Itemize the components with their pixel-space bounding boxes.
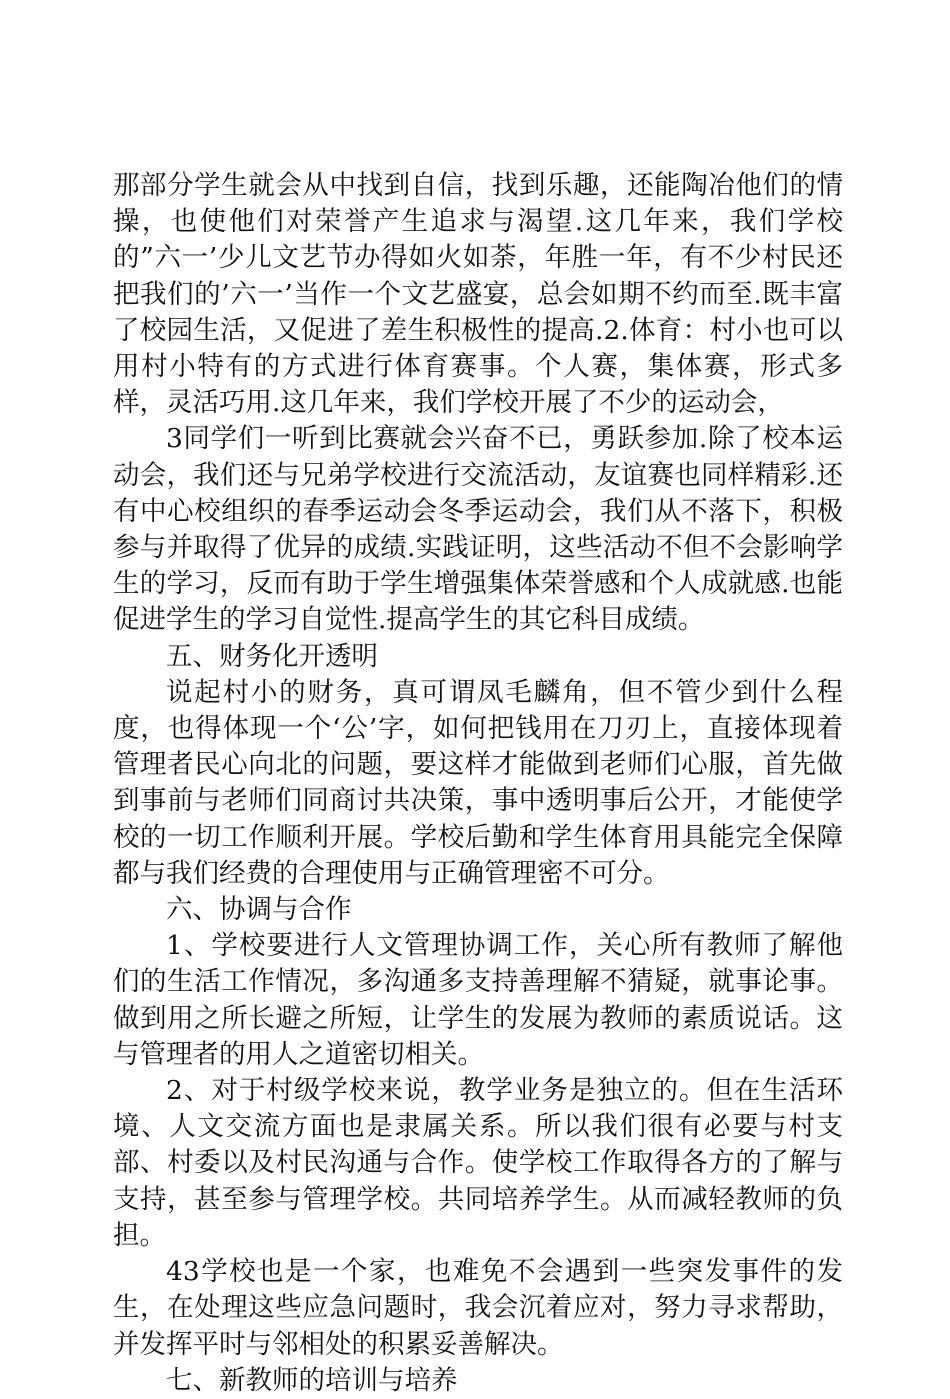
paragraph-sports-competitions: 3同学们一听到比赛就会兴奋不已，勇跃参加.除了校本运动会，我们还与兄弟学校进行交流活动，友谊赛也同样精彩.还有中心校组织的春季运动会冬季运动会，我们从不落下，积极参与并取得了优异的成绩.实践证明，这些活动不但不会影响学生的学习，反而有助于学生增强集体荣誉感和个人成就感.也能促进学生的学习自觉性.提高学生的其它科目成绩。 xyxy=(113,423,843,636)
paragraph-emergency-handling: 43学校也是一个家，也难免不会遇到一些突发事件的发生，在处理这些应急问题时，我会沉着应对，努力寻求帮助，并发挥平时与邻相处的积累妥善解决。 xyxy=(113,1256,843,1360)
paragraph-arts-and-sports: 那部分学生就会从中找到自信，找到乐趣，还能陶冶他们的情操，也使他们对荣誉产生追求与渴望.这几年来，我们学校的”六一’少儿文艺节办得如火如荼，年胜一年，有不少村民还把我们的’六一’当作一个文艺盛宴，总会如期不约而至.既丰富了校园生活，又促进了差生积极性的提高.2.体育：村小也可以用村小特有的方式进行体育赛事。个人赛，集体赛，形式多样，灵活巧用.这几年来，我们学校开展了不少的运动会， xyxy=(113,170,843,419)
section-heading-finance: 五、财务化开透明 xyxy=(166,640,378,672)
section-heading-teacher-training: 七、新教师的培训与培养 xyxy=(166,1364,458,1396)
section-heading-coordination: 六、协调与合作 xyxy=(166,894,352,926)
document-body xyxy=(113,168,843,1399)
paragraph-finance: 说起村小的财务，真可谓凤毛麟角，但不管少到什么程度，也得体现一个‘公’字，如何把钱用在刀刃上，直接体现着管理者民心向北的问题，要这样才能做到老师们心服，首先做到事前与老师们同商讨共决策，事中透明事后公开，才能使学校的一切工作顺利开展。学校后勤和学生体育用具能完全保障都与我们经费的合理使用与正确管理密不可分。 xyxy=(113,676,843,889)
paragraph-coordination-1: 1、学校要进行人文管理协调工作，关心所有教师了解他们的生活工作情况，多沟通多支持善理解不猜疑，就事论事。做到用之所长避之所短，让学生的发展为教师的素质说话。这与管理者的用人之道密切相关。 xyxy=(113,930,843,1070)
paragraph-coordination-2: 2、对于村级学校来说，教学业务是独立的。但在生活环境、人文交流方面也是隶属关系。所以我们很有必要与村支部、村委以及村民沟通与合作。使学校工作取得各方的了解与支持，甚至参与管理学校。共同培养学生。从而减轻教师的负担。 xyxy=(113,1075,843,1251)
